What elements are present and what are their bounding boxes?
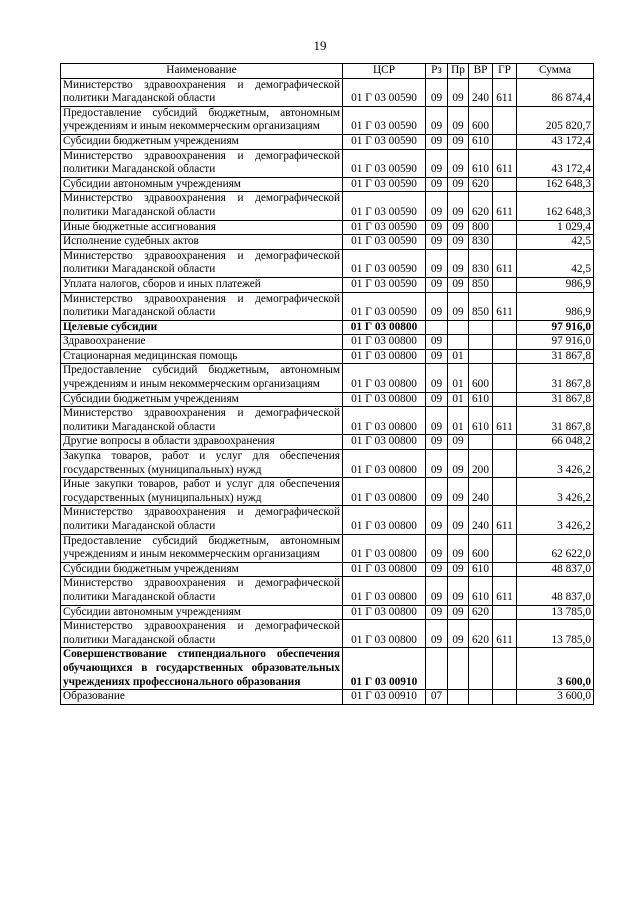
cell-vr: 600 [469, 106, 493, 134]
cell-rz: 09 [426, 562, 448, 577]
cell-name: Субсидии автономным учреждениям [61, 605, 343, 620]
table-row [61, 134, 594, 149]
cell-vr: 850 [469, 292, 493, 320]
cell-csr: 01 Г 03 00800 [343, 320, 426, 335]
cell-vr: 600 [469, 534, 493, 562]
cell-name: Субсидии бюджетным учреждениям [61, 562, 343, 577]
cell-gr: 611 [493, 192, 517, 220]
cell-gr [493, 648, 517, 690]
table-row [61, 249, 594, 277]
cell-pr [448, 335, 469, 350]
cell-pr: 01 [448, 392, 469, 407]
cell-pr: 09 [448, 605, 469, 620]
cell-csr: 01 Г 03 00800 [343, 562, 426, 577]
cell-sum: 48 837,0 [517, 562, 594, 577]
cell-csr: 01 Г 03 00800 [343, 478, 426, 506]
cell-csr: 01 Г 03 00590 [343, 78, 426, 106]
cell-sum: 97 916,0 [517, 335, 594, 350]
cell-name: Министерство здравоохранения и демографической политики Магаданской области [61, 149, 343, 177]
table-row [61, 235, 594, 250]
cell-gr [493, 335, 517, 350]
cell-name: Целевые субсидии [61, 320, 343, 335]
cell-sum: 42,5 [517, 249, 594, 277]
cell-sum: 3 600,0 [517, 648, 594, 690]
cell-pr: 01 [448, 407, 469, 435]
header-vr: ВР [469, 64, 493, 79]
table-row [61, 220, 594, 235]
cell-gr: 611 [493, 506, 517, 534]
cell-gr [493, 392, 517, 407]
cell-vr: 800 [469, 220, 493, 235]
cell-rz: 09 [426, 106, 448, 134]
cell-rz: 09 [426, 577, 448, 605]
table-row [61, 392, 594, 407]
cell-name: Предоставление субсидий бюджетным, автономным учреждениям и иным некоммерческим организациям [61, 534, 343, 562]
cell-vr [469, 435, 493, 450]
cell-vr: 200 [469, 450, 493, 478]
cell-vr: 830 [469, 249, 493, 277]
cell-rz: 09 [426, 277, 448, 292]
cell-vr: 620 [469, 177, 493, 192]
cell-vr: 610 [469, 134, 493, 149]
cell-name: Министерство здравоохранения и демографической политики Магаданской области [61, 577, 343, 605]
table-row [61, 292, 594, 320]
table-row [61, 349, 594, 364]
cell-rz: 09 [426, 435, 448, 450]
cell-rz: 09 [426, 534, 448, 562]
cell-name: Исполнение судебных актов [61, 235, 343, 250]
table-row [61, 364, 594, 392]
cell-rz: 09 [426, 335, 448, 350]
table-header-row [61, 64, 594, 79]
cell-gr [493, 534, 517, 562]
cell-gr [493, 435, 517, 450]
cell-csr: 01 Г 03 00800 [343, 534, 426, 562]
budget-table [60, 63, 594, 705]
cell-sum: 13 785,0 [517, 605, 594, 620]
cell-csr: 01 Г 03 00800 [343, 450, 426, 478]
cell-csr: 01 Г 03 00590 [343, 277, 426, 292]
cell-csr: 01 Г 03 00800 [343, 577, 426, 605]
cell-vr: 830 [469, 235, 493, 250]
table-row [61, 562, 594, 577]
cell-csr: 01 Г 03 00590 [343, 106, 426, 134]
cell-sum: 48 837,0 [517, 577, 594, 605]
cell-vr: 620 [469, 605, 493, 620]
cell-vr: 610 [469, 577, 493, 605]
cell-sum: 3 426,2 [517, 478, 594, 506]
cell-sum: 62 622,0 [517, 534, 594, 562]
cell-name: Министерство здравоохранения и демографической политики Магаданской области [61, 620, 343, 648]
cell-csr: 01 Г 03 00590 [343, 235, 426, 250]
cell-gr [493, 562, 517, 577]
cell-gr [493, 106, 517, 134]
cell-csr: 01 Г 03 00800 [343, 335, 426, 350]
cell-rz: 09 [426, 364, 448, 392]
cell-csr: 01 Г 03 00590 [343, 149, 426, 177]
cell-rz: 09 [426, 220, 448, 235]
cell-sum: 43 172,4 [517, 149, 594, 177]
cell-vr [469, 335, 493, 350]
cell-gr: 611 [493, 249, 517, 277]
table-row [61, 78, 594, 106]
cell-gr [493, 134, 517, 149]
cell-name: Другие вопросы в области здравоохранения [61, 435, 343, 450]
cell-name: Министерство здравоохранения и демографической политики Магаданской области [61, 506, 343, 534]
cell-name: Субсидии бюджетным учреждениям [61, 134, 343, 149]
cell-vr: 600 [469, 364, 493, 392]
cell-name: Субсидии бюджетным учреждениям [61, 392, 343, 407]
cell-rz: 09 [426, 134, 448, 149]
cell-pr: 09 [448, 177, 469, 192]
cell-rz [426, 320, 448, 335]
cell-sum: 3 426,2 [517, 506, 594, 534]
cell-gr: 611 [493, 620, 517, 648]
cell-rz: 09 [426, 235, 448, 250]
cell-csr: 01 Г 03 00800 [343, 435, 426, 450]
cell-sum: 97 916,0 [517, 320, 594, 335]
cell-pr: 09 [448, 534, 469, 562]
cell-rz: 09 [426, 149, 448, 177]
cell-pr: 09 [448, 192, 469, 220]
cell-gr: 611 [493, 149, 517, 177]
cell-rz: 09 [426, 506, 448, 534]
cell-rz: 09 [426, 292, 448, 320]
cell-csr: 01 Г 03 00590 [343, 220, 426, 235]
cell-rz: 09 [426, 392, 448, 407]
cell-pr: 09 [448, 149, 469, 177]
cell-gr [493, 220, 517, 235]
cell-gr: 611 [493, 78, 517, 106]
cell-vr [469, 349, 493, 364]
cell-sum: 3 426,2 [517, 450, 594, 478]
cell-vr: 610 [469, 149, 493, 177]
table-row [61, 149, 594, 177]
cell-sum: 31 867,8 [517, 349, 594, 364]
cell-csr: 01 Г 03 00800 [343, 506, 426, 534]
cell-rz: 09 [426, 478, 448, 506]
cell-sum: 162 648,3 [517, 192, 594, 220]
cell-vr [469, 320, 493, 335]
cell-vr: 610 [469, 392, 493, 407]
cell-csr: 01 Г 03 00910 [343, 690, 426, 705]
cell-gr [493, 320, 517, 335]
cell-name: Субсидии автономным учреждениям [61, 177, 343, 192]
cell-name: Стационарная медицинская помощь [61, 349, 343, 364]
cell-gr [493, 277, 517, 292]
cell-vr: 610 [469, 562, 493, 577]
cell-pr [448, 320, 469, 335]
cell-pr: 09 [448, 249, 469, 277]
cell-name: Министерство здравоохранения и демографической политики Магаданской области [61, 249, 343, 277]
header-name: Наименование [61, 64, 343, 79]
table-row [61, 277, 594, 292]
cell-sum: 986,9 [517, 292, 594, 320]
cell-vr [469, 648, 493, 690]
cell-sum: 31 867,8 [517, 392, 594, 407]
cell-sum: 86 874,4 [517, 78, 594, 106]
cell-csr: 01 Г 03 00590 [343, 192, 426, 220]
cell-csr: 01 Г 03 00590 [343, 177, 426, 192]
cell-csr: 01 Г 03 00800 [343, 605, 426, 620]
cell-pr: 01 [448, 364, 469, 392]
cell-gr [493, 605, 517, 620]
cell-vr: 610 [469, 407, 493, 435]
cell-sum: 3 600,0 [517, 690, 594, 705]
cell-gr [493, 450, 517, 478]
table-row [61, 605, 594, 620]
cell-name: Министерство здравоохранения и демографической политики Магаданской области [61, 292, 343, 320]
cell-pr: 09 [448, 292, 469, 320]
cell-rz: 09 [426, 605, 448, 620]
cell-csr: 01 Г 03 00800 [343, 364, 426, 392]
cell-gr: 611 [493, 577, 517, 605]
cell-name: Образование [61, 690, 343, 705]
cell-pr: 01 [448, 349, 469, 364]
header-sum: Сумма [517, 64, 594, 79]
table-row [61, 620, 594, 648]
cell-name: Совершенствование стипендиального обеспечения обучающихся в государственных образовательных учреждениях профессионального образования [61, 648, 343, 690]
cell-name: Здравоохранение [61, 335, 343, 350]
cell-pr: 09 [448, 506, 469, 534]
table-row [61, 506, 594, 534]
header-pr: Пр [448, 64, 469, 79]
cell-sum: 42,5 [517, 235, 594, 250]
cell-csr: 01 Г 03 00800 [343, 620, 426, 648]
cell-rz [426, 648, 448, 690]
cell-vr: 850 [469, 277, 493, 292]
cell-csr: 01 Г 03 00800 [343, 392, 426, 407]
table-row [61, 435, 594, 450]
cell-sum: 43 172,4 [517, 134, 594, 149]
cell-gr [493, 235, 517, 250]
cell-rz: 09 [426, 78, 448, 106]
cell-csr: 01 Г 03 00910 [343, 648, 426, 690]
cell-gr: 611 [493, 407, 517, 435]
cell-rz: 09 [426, 620, 448, 648]
table-row [61, 648, 594, 690]
table-row [61, 106, 594, 134]
cell-gr [493, 349, 517, 364]
cell-pr: 09 [448, 562, 469, 577]
cell-rz: 09 [426, 407, 448, 435]
cell-vr: 240 [469, 478, 493, 506]
cell-pr: 09 [448, 435, 469, 450]
cell-gr [493, 690, 517, 705]
cell-name: Министерство здравоохранения и демографической политики Магаданской области [61, 407, 343, 435]
cell-rz: 09 [426, 450, 448, 478]
cell-csr: 01 Г 03 00590 [343, 134, 426, 149]
cell-pr: 09 [448, 277, 469, 292]
cell-pr: 09 [448, 620, 469, 648]
cell-name: Иные закупки товаров, работ и услуг для обеспечения государственных (муниципальных) нужд [61, 478, 343, 506]
header-gr: ГР [493, 64, 517, 79]
cell-pr: 09 [448, 134, 469, 149]
table-row [61, 192, 594, 220]
cell-rz: 09 [426, 192, 448, 220]
cell-name: Уплата налогов, сборов и иных платежей [61, 277, 343, 292]
cell-sum: 31 867,8 [517, 364, 594, 392]
table-row [61, 534, 594, 562]
cell-name: Предоставление субсидий бюджетным, автономным учреждениям и иным некоммерческим организациям [61, 364, 343, 392]
cell-sum: 66 048,2 [517, 435, 594, 450]
table-row [61, 177, 594, 192]
cell-pr: 09 [448, 577, 469, 605]
cell-rz: 07 [426, 690, 448, 705]
cell-vr: 240 [469, 506, 493, 534]
cell-pr: 09 [448, 220, 469, 235]
page-number: 19 [313, 38, 327, 53]
cell-csr: 01 Г 03 00800 [343, 407, 426, 435]
cell-name: Предоставление субсидий бюджетным, автономным учреждениям и иным некоммерческим организациям [61, 106, 343, 134]
cell-vr: 620 [469, 192, 493, 220]
table-row [61, 690, 594, 705]
cell-vr: 240 [469, 78, 493, 106]
cell-name: Министерство здравоохранения и демографической политики Магаданской области [61, 78, 343, 106]
cell-sum: 13 785,0 [517, 620, 594, 648]
cell-gr: 611 [493, 292, 517, 320]
cell-sum: 986,9 [517, 277, 594, 292]
cell-vr [469, 690, 493, 705]
cell-pr: 09 [448, 450, 469, 478]
cell-pr: 09 [448, 478, 469, 506]
cell-sum: 1 029,4 [517, 220, 594, 235]
table-row [61, 478, 594, 506]
cell-rz: 09 [426, 177, 448, 192]
cell-csr: 01 Г 03 00590 [343, 292, 426, 320]
table-row [61, 335, 594, 350]
cell-pr: 09 [448, 235, 469, 250]
cell-sum: 205 820,7 [517, 106, 594, 134]
cell-gr [493, 478, 517, 506]
cell-name: Закупка товаров, работ и услуг для обеспечения государственных (муниципальных) нужд [61, 450, 343, 478]
cell-pr [448, 690, 469, 705]
cell-csr: 01 Г 03 00800 [343, 349, 426, 364]
table-row [61, 577, 594, 605]
cell-sum: 31 867,8 [517, 407, 594, 435]
cell-vr: 620 [469, 620, 493, 648]
cell-pr: 09 [448, 78, 469, 106]
header-csr: ЦСР [343, 64, 426, 79]
cell-pr: 09 [448, 106, 469, 134]
cell-pr [448, 648, 469, 690]
cell-gr [493, 364, 517, 392]
table-row [61, 450, 594, 478]
cell-rz: 09 [426, 349, 448, 364]
cell-gr [493, 177, 517, 192]
table-row [61, 320, 594, 335]
cell-csr: 01 Г 03 00590 [343, 249, 426, 277]
cell-name: Иные бюджетные ассигнования [61, 220, 343, 235]
table-row [61, 407, 594, 435]
header-rz: Рз [426, 64, 448, 79]
cell-rz: 09 [426, 249, 448, 277]
cell-name: Министерство здравоохранения и демографической политики Магаданской области [61, 192, 343, 220]
cell-sum: 162 648,3 [517, 177, 594, 192]
